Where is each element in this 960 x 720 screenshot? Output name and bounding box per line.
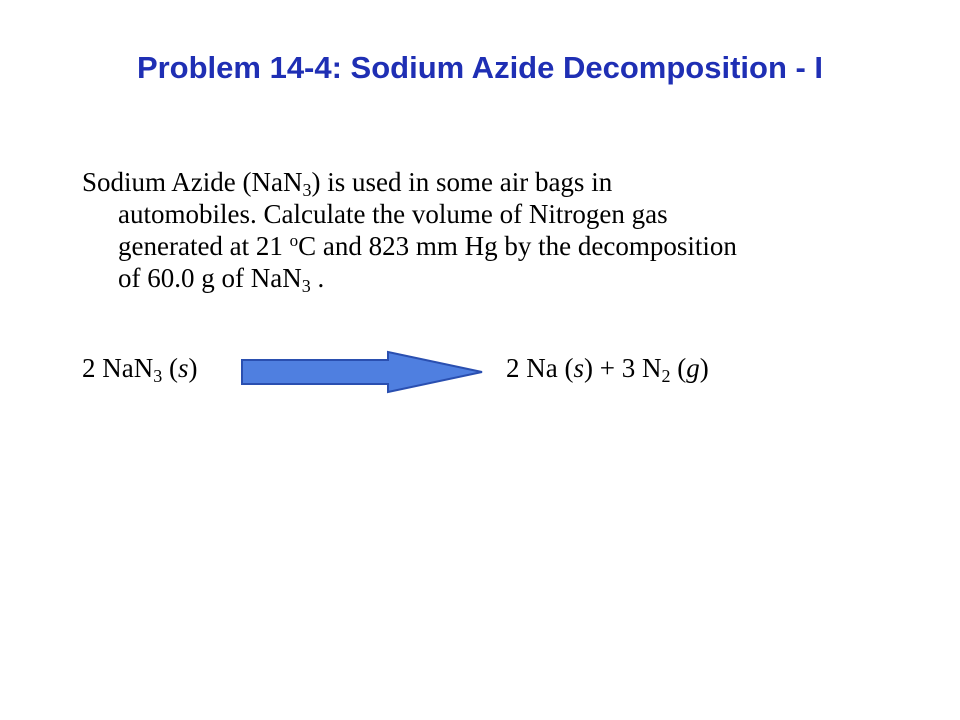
- reactants: [82, 352, 198, 384]
- text: ) + 3 N: [584, 353, 662, 383]
- text: .: [310, 263, 325, 293]
- text: 2 Na (: [506, 353, 574, 383]
- problem-line-1: [82, 166, 882, 198]
- problem-line-2: [82, 198, 882, 230]
- text: generated at 21: [118, 231, 290, 261]
- problem-statement: [82, 166, 882, 294]
- text: ) is used in some air bags in: [311, 167, 613, 197]
- right-arrow-icon: [240, 350, 486, 394]
- subscript: 3: [301, 276, 311, 296]
- chemical-equation: [82, 352, 902, 402]
- subscript: 3: [153, 366, 163, 386]
- degree-superscript: o: [289, 231, 299, 250]
- state-label: s: [177, 353, 189, 383]
- text: ): [699, 353, 709, 383]
- text: Sodium Azide (NaN: [82, 167, 303, 197]
- text: C and 823 mm Hg by the decomposition: [298, 231, 737, 261]
- state-label: g: [686, 353, 700, 383]
- text: of 60.0 g of NaN: [118, 263, 302, 293]
- subscript: 2: [661, 366, 671, 386]
- subscript: 3: [302, 180, 312, 200]
- text: 2 NaN: [82, 353, 154, 383]
- slide-title: Problem 14-4: Sodium Azide Decomposition - I: [136, 50, 824, 85]
- problem-line-4: [82, 262, 882, 294]
- text: (: [162, 353, 178, 383]
- state-label: s: [573, 353, 584, 383]
- text: (: [670, 353, 687, 383]
- text: ): [188, 353, 198, 383]
- products: [506, 352, 709, 384]
- problem-line-3: [82, 230, 882, 262]
- text: automobiles. Calculate the volume of Nitrogen gas: [118, 199, 668, 229]
